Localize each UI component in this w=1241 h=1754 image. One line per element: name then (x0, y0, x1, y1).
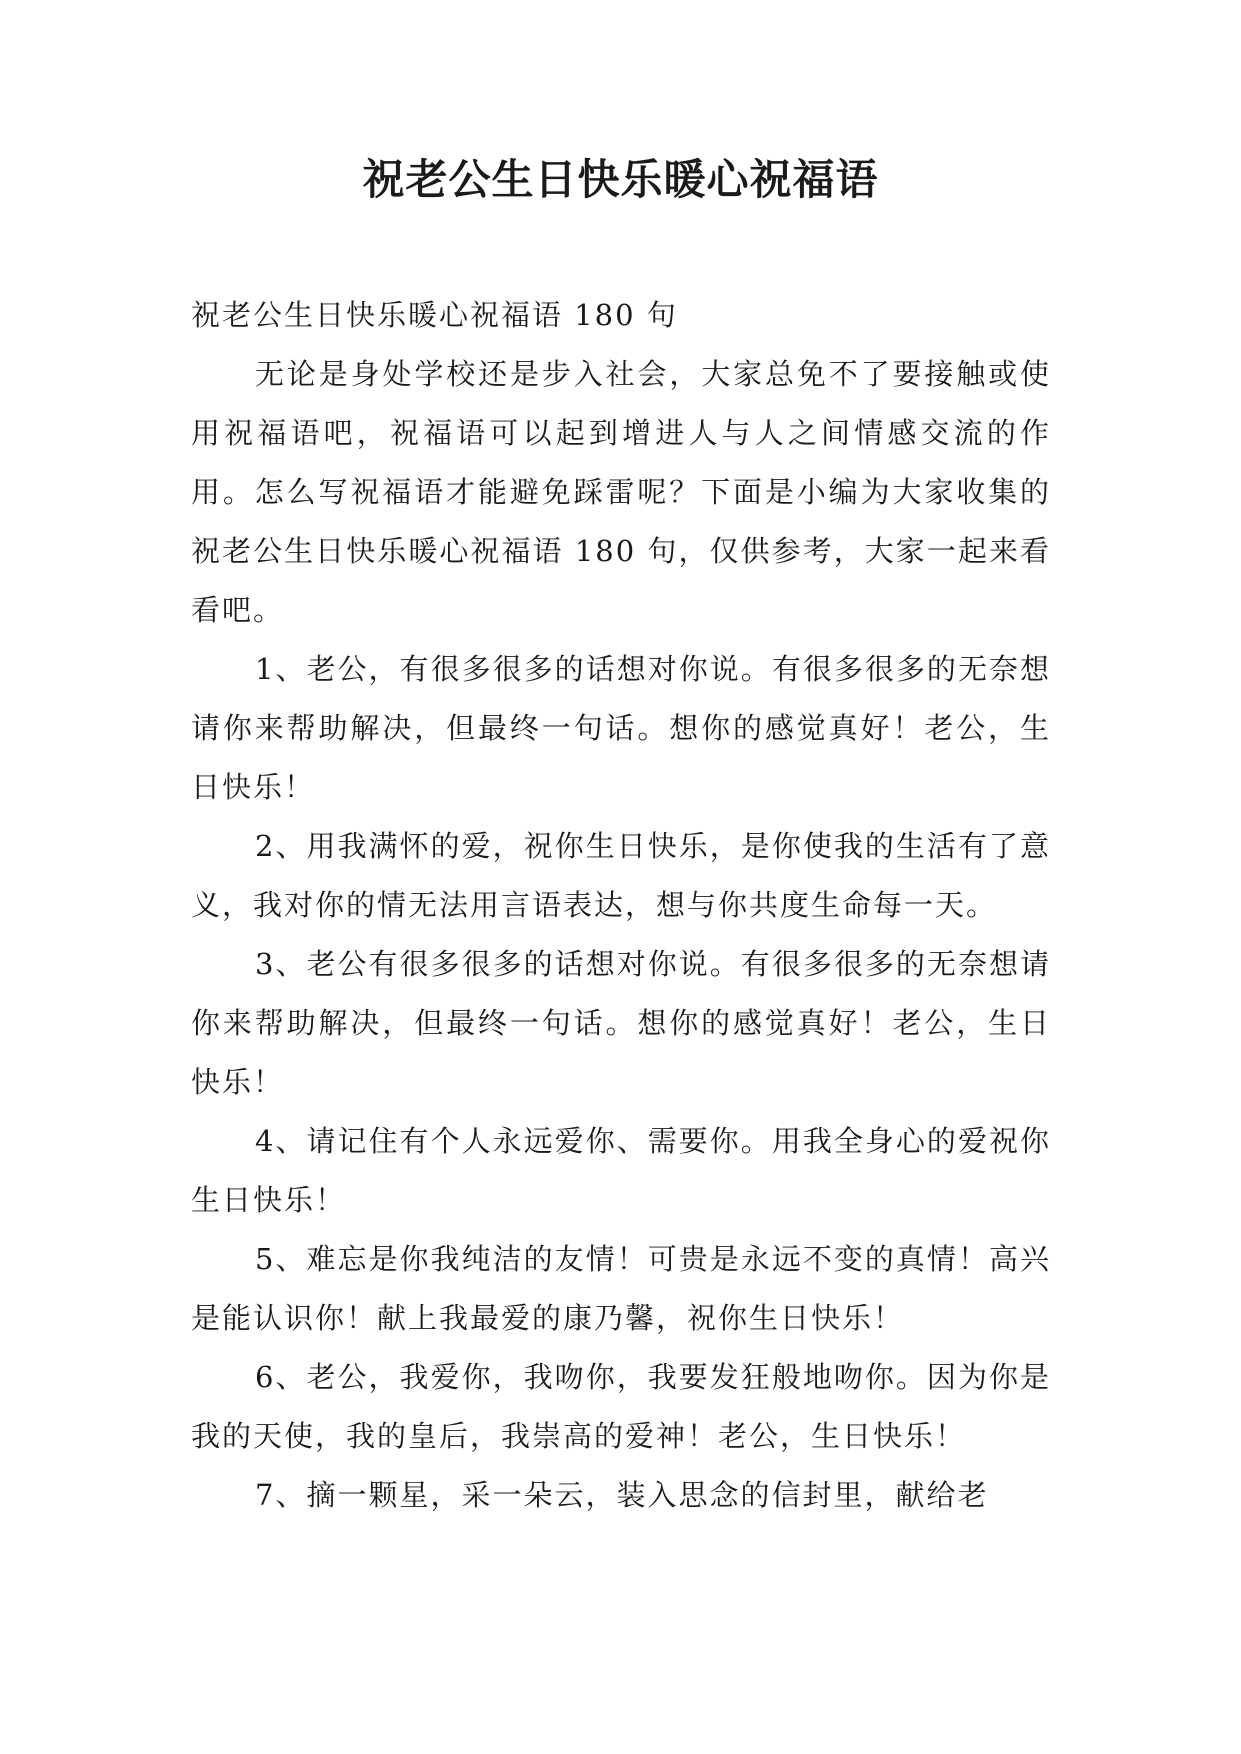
document-subtitle: 祝老公生日快乐暖心祝福语 180 句 (191, 298, 678, 332)
list-item: 5、难忘是你我纯洁的友情！可贵是永远不变的真情！高兴是能认识你！献上我最爱的康乃馨，祝你生日快乐！ (191, 1242, 1051, 1335)
list-item: 4、请记住有个人永远爱你、需要你。用我全身心的爱祝你生日快乐！ (191, 1124, 1051, 1217)
document-title: 祝老公生日快乐暖心祝福语 (362, 155, 879, 204)
intro-paragraph: 无论是身处学校还是步入社会，大家总免不了要接触或使用祝福语吧，祝福语可以起到增进人与人之间情感交流的作用。怎么写祝福语才能避免踩雷呢？下面是小编为大家收集的祝老公生日快乐暖心祝福语 180 句，仅供参考，大家一起来看看吧。 (191, 357, 1051, 627)
list-item: 3、老公有很多很多的话想对你说。有很多很多的无奈想请你来帮助解决，但最终一句话。想你的感觉真好！老公，生日快乐！ (191, 947, 1051, 1099)
list-item: 7、摘一颗星，采一朵云，装入思念的信封里，献给老 (255, 1478, 989, 1512)
list-item: 1、老公，有很多很多的话想对你说。有很多很多的无奈想请你来帮助解决，但最终一句话。想你的感觉真好！老公，生日快乐！ (191, 652, 1051, 804)
document-body (191, 286, 1051, 1525)
list-item: 2、用我满怀的爱，祝你生日快乐，是你使我的生活有了意义，我对你的情无法用言语表达，想与你共度生命每一天。 (191, 829, 1051, 922)
list-item: 6、老公，我爱你，我吻你，我要发狂般地吻你。因为你是我的天使，我的皇后，我崇高的爱神！老公，生日快乐！ (191, 1360, 1051, 1453)
